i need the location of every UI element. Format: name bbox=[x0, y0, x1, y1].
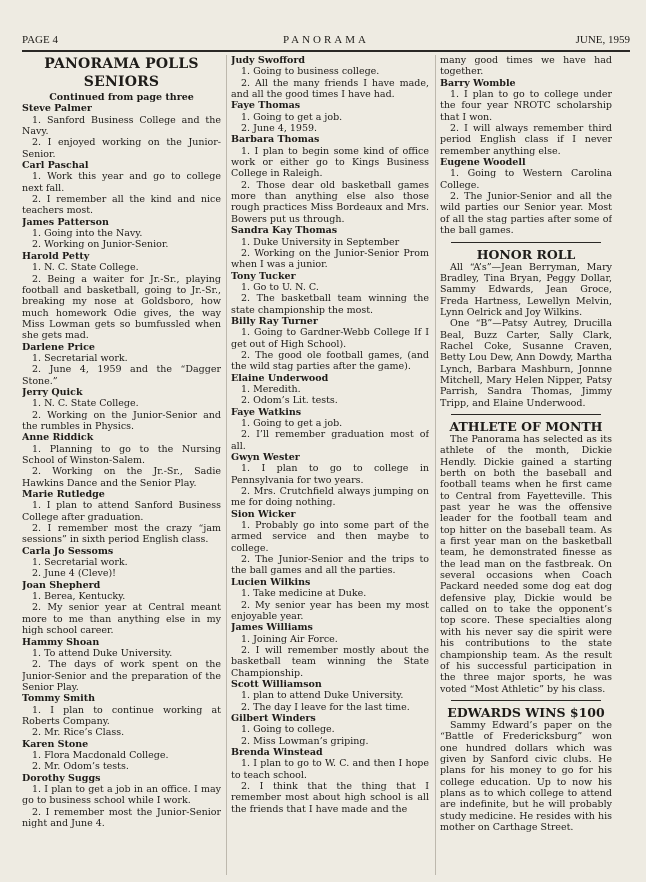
poll-answer: 2. Working on the Junior-Senior and the rumbles in Physics. bbox=[22, 409, 221, 432]
honor-roll-a-list: All “A’s”—Jean Berryman, Mary Bradley, Tina Bryan, Peggy Dollar, Sammy Edwards, Jean Groce, Freda Hartness, Lewellyn Melvin, Lynn Oelrick and Joy Wilkins. bbox=[440, 261, 612, 318]
poll-answer: 1. Probably go into some part of the armed service and then maybe to college. bbox=[231, 520, 429, 554]
honor-roll-b-list: One “B”—Patsy Autrey, Drucilla Beal, Buzz Carter, Sally Clark, Rachel Coke, Susanne Craven, Betty Lou Dew, Ann Dowdy, Martha Lynch, Barbara Mashburn, Jonnne Mitchell, Mary Helen Nipper, Patsy Parrish, Sandra Thomas, Jimmy Tripp, and Elaine Underwood. bbox=[440, 318, 612, 409]
respondent-name: Tommy Smith bbox=[22, 693, 96, 705]
poll-answer: 2. I remember all the kind and nice teachers most. bbox=[22, 194, 221, 217]
column-divider bbox=[435, 55, 436, 875]
poll-answer: 1. I plan to go to college in Pennsylvania for two years. bbox=[231, 463, 429, 486]
column-1 bbox=[22, 55, 221, 877]
respondent-name: Anne Riddick bbox=[22, 432, 94, 444]
poll-answer: 1. Work this year and go to college next fall. bbox=[22, 171, 221, 194]
respondent-name: Elaine Underwood bbox=[231, 372, 329, 384]
respondent-name: Tony Tucker bbox=[231, 270, 296, 282]
poll-answer: 1. Planning to go to the Nursing School of Winston-Salem. bbox=[22, 443, 221, 466]
respondent-name: Gilbert Winders bbox=[231, 712, 316, 724]
poll-answer: 2. Working on Junior-Senior. bbox=[32, 239, 169, 251]
respondent-name: Joan Shepherd bbox=[22, 579, 101, 591]
section-separator bbox=[451, 700, 601, 701]
respondent-name: Judy Swofford bbox=[231, 55, 306, 66]
poll-answer: 2. Being a waiter for Jr.-Sr., playing football and basketball, going to Jr.-Sr., breaking my nose at Goldsboro, how much homework Odie gives, the way Miss Lowman gets so bumfussled when she gets mad. bbox=[22, 273, 221, 342]
poll-answer: 1. Going to college. bbox=[241, 724, 335, 736]
athlete-heading: ATHLETE OF MONTH bbox=[449, 418, 603, 434]
masthead-title: PANORAMA bbox=[283, 34, 369, 46]
respondent-name: Brenda Winstead bbox=[231, 746, 323, 758]
poll-entries-1 bbox=[22, 103, 221, 829]
poll-answer: 2. Working on the Junior-Senior Prom when I was a junior. bbox=[231, 247, 429, 271]
poll-answer: 1. I plan to get a job in an office. I may go to business school while I work. bbox=[22, 783, 221, 807]
respondent-name: Harold Petty bbox=[22, 250, 90, 262]
poll-answer: 1. Berea, Kentucky. bbox=[32, 591, 126, 603]
poll-answer: 2. I’ll remember graduation most of all. bbox=[231, 429, 429, 452]
poll-answer: 1. plan to attend Duke University. bbox=[241, 690, 404, 702]
respondent-name: Sandra Kay Thomas bbox=[231, 225, 338, 237]
poll-answer: 2. My senior year at Central meant more to me than anything else in my high school career. bbox=[22, 602, 221, 637]
poll-answer: 1. Sanford Business College and the Navy. bbox=[22, 114, 221, 138]
poll-answer: 2. The Junior-Senior and all the wild parties our Senior year. Most of all the stag parties after some of the ball games. bbox=[440, 191, 612, 237]
respondent-name: Darlene Price bbox=[22, 341, 95, 353]
poll-answer: 2. Working on the Jr.-Sr., Sadie Hawkins Dance and the Senior Play. bbox=[22, 466, 221, 489]
poll-answer: 1. Take medicine at Duke. bbox=[241, 588, 367, 600]
respondent-name: Faye Thomas bbox=[231, 100, 301, 112]
poll-answer: 2. I enjoyed working on the Junior-Senior. bbox=[22, 137, 221, 160]
column-2 bbox=[231, 55, 429, 877]
respondent-name: Steve Palmer bbox=[22, 103, 92, 115]
respondent-name: Karen Stone bbox=[22, 738, 89, 750]
poll-answer: 1. Going to business college. bbox=[241, 66, 380, 78]
poll-answer: 2. I will remember mostly about the basketball team winning the State Championship. bbox=[231, 644, 429, 679]
poll-answer: 1. I plan to go to W. C. and then I hope to teach school. bbox=[231, 758, 429, 781]
respondent-name: Lucien Wilkins bbox=[231, 576, 311, 588]
respondent-name: Faye Watkins bbox=[231, 406, 302, 418]
poll-answer: 2. June 4, 1959 and the “Dagger Stone.” bbox=[22, 364, 221, 387]
poll-answer: 2. I will always remember third period English class if I never remember anything else. bbox=[440, 123, 612, 157]
poll-answer: 2. Mr. Rice’s Class. bbox=[32, 727, 125, 739]
poll-answer: 2. June 4 (Cleve)! bbox=[32, 568, 116, 580]
poll-answer: 2. The Junior-Senior and the trips to the ball games and all the parties. bbox=[231, 554, 429, 577]
poll-answer: 1. I plan to begin some kind of office work or either go to Kings Business College in Raleigh. bbox=[231, 145, 429, 180]
header-rule bbox=[22, 50, 630, 52]
poll-answer: 2. The days of work spent on the Junior-Senior and the preparation of the Senior Play. bbox=[22, 659, 221, 693]
poll-answer: 2. June 4, 1959. bbox=[241, 123, 318, 135]
poll-answer: 2. Miss Lowman’s griping. bbox=[241, 735, 369, 747]
poll-answer: 2. Mr. Odom’s tests. bbox=[32, 761, 129, 773]
respondent-name: Dorothy Suggs bbox=[22, 772, 101, 784]
poll-answer: 1. I plan to go to college under the four year NROTC scholarship that I won. bbox=[440, 89, 612, 123]
poll-answer: 1. Going to get a job. bbox=[241, 418, 343, 429]
poll-answer: 2. The basketball team winning the state championship the most. bbox=[231, 293, 429, 316]
poll-answer: 2. Mrs. Crutchfield always jumping on me for doing nothing. bbox=[231, 486, 429, 509]
poll-answer: 1. Going to Gardner-Webb College If I get out of High School). bbox=[231, 327, 429, 350]
respondent-name: Scott Williamson bbox=[231, 678, 322, 690]
poll-answer: 1. N. C. State College. bbox=[32, 398, 139, 410]
poll-answer: 1. Flora Macdonald College. bbox=[32, 749, 169, 761]
column-3 bbox=[440, 55, 612, 877]
poll-answer: 1. Joining Air Force. bbox=[241, 633, 338, 645]
poll-answer: 2. I remember most the crazy “jam sessions” in sixth period English class. bbox=[22, 523, 221, 546]
respondent-name: James Williams bbox=[231, 622, 313, 634]
respondent-name: Marie Rutledge bbox=[22, 489, 105, 501]
respondent-name: Eugene Woodell bbox=[440, 157, 526, 169]
poll-answer: 1. Go to U. N. C. bbox=[241, 281, 319, 293]
respondent-name: Carl Paschal bbox=[22, 160, 89, 172]
article-headline: PANORAMA POLLS SENIORS bbox=[44, 56, 199, 90]
respondent-name: Sion Wicker bbox=[231, 508, 296, 520]
edwards-heading: EDWARDS WINS $100 bbox=[447, 704, 605, 720]
poll-answer: 2. Those dear old basketball games more than anything else also those rough practices Miss Bordeaux and Mrs. Bowers put us through. bbox=[231, 179, 429, 225]
issue-date: JUNE, 1959 bbox=[575, 34, 630, 46]
section-separator bbox=[451, 242, 601, 243]
athlete-article: The Panorama has selected as its athlete of the month, Dickie Hendly. Dickie gained a starting berth on both the baseball and football teams when he first came to Central from Fayetteville. This past year he was the offensive leader for the football team and top hitter on the baseball team. As a first year man on the basketball team, he demonstrated finesse as the lead man on the fastbreak. On several occasions when Coach Packard needed some dog eat dog defensive play, Dickie would be called on to take the opponent’s top score. These specialties along with his never say die spirit were his contributions to the state championship team. As the result of his successful participation in the three major sports, he was voted “Most Athletic” by his class. bbox=[440, 433, 612, 695]
column-divider bbox=[226, 55, 227, 875]
poll-answer: 2. Odom’s Lit. tests. bbox=[241, 395, 338, 407]
poll-answer: 1. I plan to continue working at Roberts Company. bbox=[22, 704, 221, 727]
poll-answer: 2. I think that the thing that I remember most about high school is all the friends that I have made and the bbox=[231, 781, 429, 815]
poll-answer: 1. Duke University in September bbox=[241, 236, 400, 248]
respondent-name: James Patterson bbox=[22, 216, 109, 228]
section-separator bbox=[451, 414, 601, 415]
poll-answer: 1. To attend Duke University. bbox=[32, 647, 173, 659]
respondent-name: Hammy Shoan bbox=[22, 636, 100, 648]
continued-note: Continued from page three bbox=[49, 92, 194, 103]
poll-answer: 1. Going to get a job. bbox=[241, 111, 343, 123]
page-header bbox=[22, 34, 630, 48]
poll-answer: 1. Secretarial work. bbox=[32, 352, 128, 364]
answer-continued: many good times we have had together. bbox=[440, 55, 612, 78]
poll-answer: 2. I remember most the Junior-Senior night and June 4. bbox=[22, 806, 221, 829]
poll-answer: 1. Going into the Navy. bbox=[32, 228, 143, 240]
poll-answer: 2. My senior year has been my most enjoyable year. bbox=[231, 599, 429, 622]
poll-answer: 1. N. C. State College. bbox=[32, 262, 139, 274]
edwards-article: Sammy Edward’s paper on the “Battle of Fredericksburg” won one hundred dollars which was given by Sanford civic clubs. He plans for his money to go for his college education. Up to now his plans as to which college to attend are indefinite, but he will probably study medicine. He resides with his mother on Carthage Street. bbox=[440, 719, 612, 833]
poll-answer: 2. The good ole football games, (and the wild stag parties after the game). bbox=[231, 349, 429, 373]
respondent-name: Jerry Quick bbox=[22, 386, 83, 398]
poll-answer: 1. Meredith. bbox=[241, 383, 301, 395]
poll-answer: 1. Secretarial work. bbox=[32, 557, 128, 569]
poll-answer: 1. I plan to attend Sanford Business College after graduation. bbox=[22, 500, 221, 523]
poll-entries-2 bbox=[231, 55, 429, 815]
honor-roll-heading: HONOR ROLL bbox=[476, 246, 576, 262]
poll-entries-3 bbox=[440, 55, 612, 237]
poll-answer: 1. Going to Western Carolina College. bbox=[440, 168, 612, 191]
respondent-name: Barry Womble bbox=[440, 77, 516, 89]
respondent-name: Barbara Thomas bbox=[231, 134, 320, 146]
respondent-name: Gwyn Wester bbox=[231, 452, 300, 464]
respondent-name: Billy Ray Turner bbox=[231, 315, 318, 327]
poll-answer: 2. The day I leave for the last time. bbox=[241, 701, 410, 713]
page-number: PAGE 4 bbox=[22, 34, 58, 46]
respondent-name: Carla Jo Sessoms bbox=[22, 545, 114, 557]
poll-answer: 2. All the many friends I have made, and all the good times I have had. bbox=[231, 77, 429, 101]
